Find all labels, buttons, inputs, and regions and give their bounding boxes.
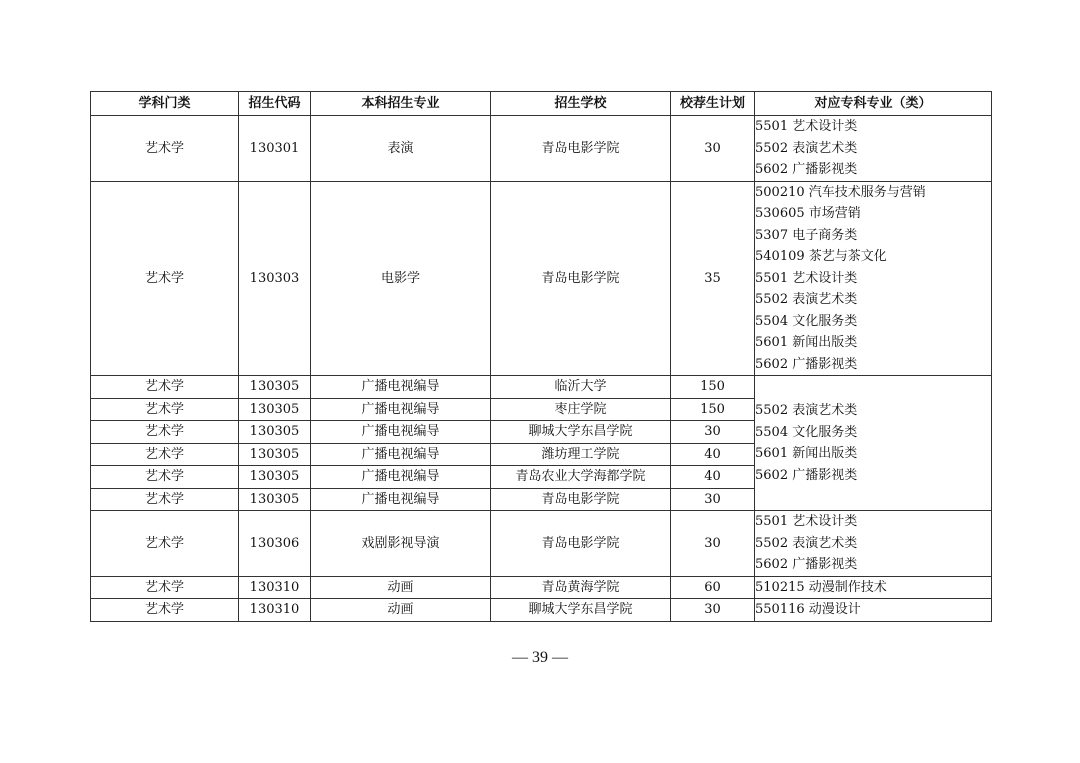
college-major-line: 500210 汽车技术服务与营销 — [755, 184, 926, 200]
header-row — [91, 92, 992, 116]
cell-school: 青岛电影学院 — [491, 181, 671, 376]
cell-major: 广播电视编导 — [311, 466, 491, 489]
cell-major: 表演 — [311, 116, 491, 182]
cell-discipline: 艺术学 — [91, 116, 239, 182]
cell-discipline: 艺术学 — [91, 421, 239, 444]
cell-major: 广播电视编导 — [311, 398, 491, 421]
cell-school: 潍坊理工学院 — [491, 443, 671, 466]
cell-code: 130301 — [239, 116, 311, 182]
cell-college-majors — [755, 116, 992, 182]
cell-school: 枣庄学院 — [491, 398, 671, 421]
college-major-line: 530605 市场营销 — [755, 206, 861, 221]
cell-plan: 150 — [671, 398, 755, 421]
college-major-line: 5502 表演艺术类 — [755, 535, 858, 551]
header-school: 招生学校 — [491, 92, 671, 116]
enrollment-table — [90, 91, 992, 622]
cell-plan: 60 — [671, 576, 755, 599]
cell-plan: 40 — [671, 443, 755, 466]
table-row — [91, 116, 992, 182]
college-major-line: 5501 艺术设计类 — [755, 514, 858, 529]
cell-discipline: 艺术学 — [91, 443, 239, 466]
college-major-line: 5307 电子商务类 — [755, 227, 858, 243]
college-major-line: 540109 茶艺与茶文化 — [755, 249, 887, 264]
college-major-line: 5502 表演艺术类 — [755, 140, 858, 156]
header-plan: 校荐生计划 — [671, 92, 755, 116]
header-college-majors: 对应专科专业（类） — [755, 92, 992, 116]
cell-plan: 30 — [671, 488, 755, 511]
cell-major: 广播电视编导 — [311, 443, 491, 466]
cell-discipline: 艺术学 — [91, 376, 239, 399]
college-major-line: 5602 广播影视类 — [755, 162, 858, 177]
cell-discipline: 艺术学 — [91, 599, 239, 622]
table-row — [91, 511, 992, 577]
cell-plan: 30 — [671, 511, 755, 577]
cell-plan: 40 — [671, 466, 755, 489]
cell-school: 聊城大学东昌学院 — [491, 421, 671, 444]
cell-major: 广播电视编导 — [311, 376, 491, 399]
cell-school: 聊城大学东昌学院 — [491, 599, 671, 622]
college-major-line: 5501 艺术设计类 — [755, 270, 858, 286]
college-major-line: 5601 新闻出版类 — [755, 446, 858, 461]
cell-plan: 150 — [671, 376, 755, 399]
cell-school: 青岛电影学院 — [491, 116, 671, 182]
cell-major: 电影学 — [311, 181, 491, 376]
cell-discipline: 艺术学 — [91, 576, 239, 599]
college-major-line: 5601 新闻出版类 — [755, 335, 858, 350]
table-row — [91, 576, 992, 599]
header-code: 招生代码 — [239, 92, 311, 116]
cell-code: 130305 — [239, 421, 311, 444]
cell-code: 130303 — [239, 181, 311, 376]
college-major-line: 5504 文化服务类 — [755, 424, 858, 440]
table-row — [91, 181, 992, 376]
college-major-line: 5502 表演艺术类 — [755, 292, 858, 307]
cell-school: 临沂大学 — [491, 376, 671, 399]
cell-college-majors — [755, 181, 992, 376]
cell-college-majors — [755, 511, 992, 577]
cell-code: 130305 — [239, 443, 311, 466]
college-major-line: 5502 表演艺术类 — [755, 403, 858, 418]
cell-discipline: 艺术学 — [91, 398, 239, 421]
college-major-line: 550116 动漫设计 — [755, 602, 861, 617]
college-major-line: 5501 艺术设计类 — [755, 119, 858, 134]
cell-major: 动画 — [311, 576, 491, 599]
cell-plan: 30 — [671, 116, 755, 182]
cell-plan: 30 — [671, 599, 755, 622]
cell-major: 戏剧影视导演 — [311, 511, 491, 577]
cell-discipline: 艺术学 — [91, 181, 239, 376]
cell-major: 动画 — [311, 599, 491, 622]
college-major-line: 5602 广播影视类 — [755, 557, 858, 572]
cell-school: 青岛电影学院 — [491, 511, 671, 577]
cell-discipline: 艺术学 — [91, 466, 239, 489]
cell-discipline: 艺术学 — [91, 488, 239, 511]
cell-code: 130310 — [239, 599, 311, 622]
page-number: — 39 — — [512, 649, 568, 666]
college-major-line: 5602 广播影视类 — [755, 356, 858, 372]
college-major-line: 5602 广播影视类 — [755, 467, 858, 483]
college-major-line: 510215 动漫制作技术 — [755, 579, 887, 595]
cell-major: 广播电视编导 — [311, 488, 491, 511]
college-major-line: 5504 文化服务类 — [755, 313, 858, 329]
cell-code: 130305 — [239, 398, 311, 421]
cell-code: 130306 — [239, 511, 311, 577]
cell-school: 青岛农业大学海都学院 — [491, 466, 671, 489]
cell-code: 130310 — [239, 576, 311, 599]
header-discipline: 学科门类 — [91, 92, 239, 116]
header-major: 本科招生专业 — [311, 92, 491, 116]
cell-code: 130305 — [239, 466, 311, 489]
cell-college-majors — [755, 376, 992, 511]
table-row — [91, 376, 992, 399]
cell-plan: 35 — [671, 181, 755, 376]
cell-college-majors — [755, 576, 992, 599]
cell-discipline: 艺术学 — [91, 511, 239, 577]
cell-code: 130305 — [239, 488, 311, 511]
cell-major: 广播电视编导 — [311, 421, 491, 444]
cell-school: 青岛电影学院 — [491, 488, 671, 511]
cell-plan: 30 — [671, 421, 755, 444]
cell-college-majors — [755, 599, 992, 622]
table-row — [91, 599, 992, 622]
cell-school: 青岛黄海学院 — [491, 576, 671, 599]
cell-code: 130305 — [239, 376, 311, 399]
